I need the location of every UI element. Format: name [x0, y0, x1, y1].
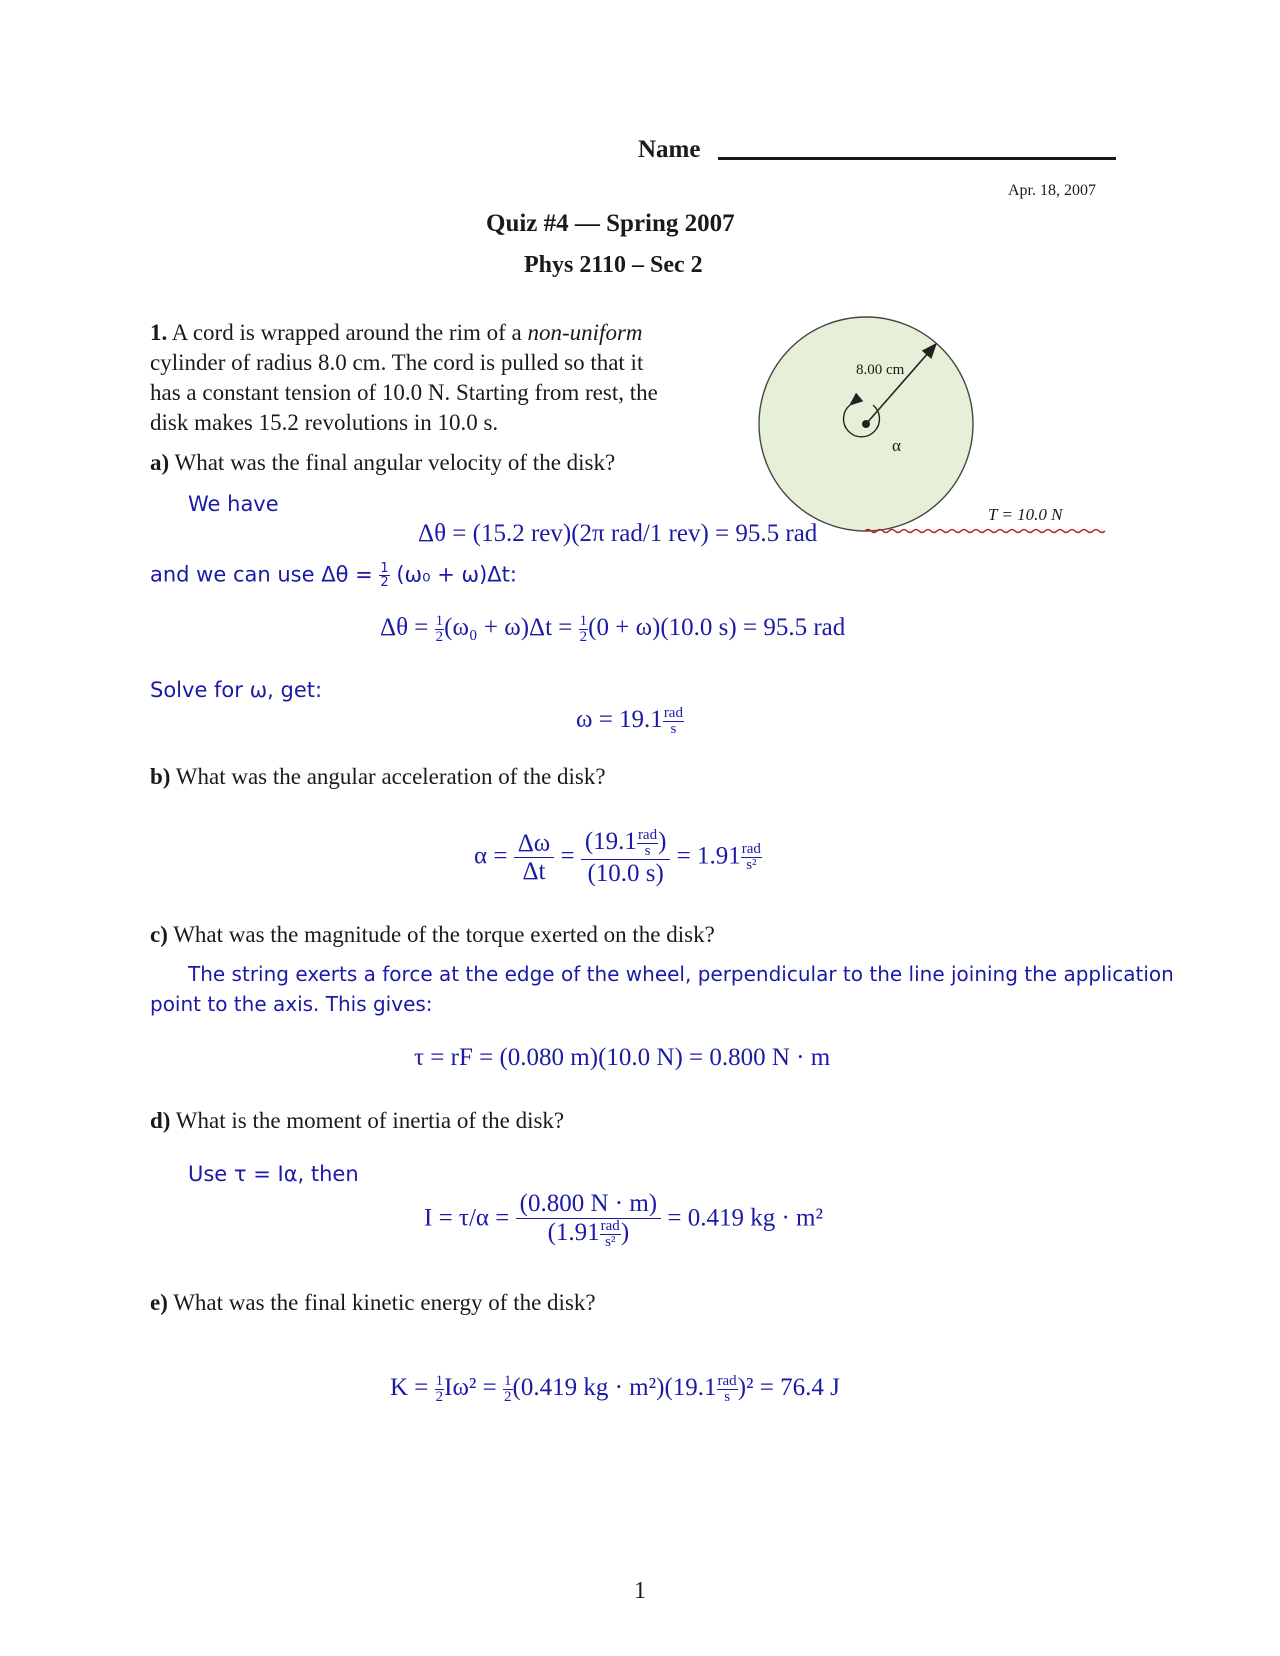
part-c-label: c)	[150, 922, 168, 947]
part-a-note-3: Solve for ω, get:	[150, 678, 323, 702]
frac-den-dt: Δt	[522, 858, 546, 886]
part-d-result: = 0.419 kg · m²	[667, 1204, 823, 1232]
unit-rad-e: rad	[717, 1373, 737, 1389]
part-e-eq-c: (0.419 kg · m²)(19.1	[512, 1374, 717, 1402]
part-a-eq-2-a: Δθ =	[380, 614, 429, 642]
part-c-eq: τ = rF = (0.080 m)(10.0 N) = 0.800 N · m	[414, 1044, 831, 1071]
date: Apr. 18, 2007	[1008, 182, 1096, 199]
problem-statement	[150, 318, 658, 438]
unit-rad-c: rad	[741, 841, 761, 858]
part-b-text: What was the angular acceleration of the disk?	[175, 764, 606, 789]
part-a-eq-1: Δθ = (15.2 rev)(2π rad/1 rev) = 95.5 rad	[418, 520, 818, 547]
part-e-eq-d: )² = 76.4 J	[737, 1374, 840, 1402]
problem-text-4: disk makes 15.2 revolutions in 10.0 s.	[150, 410, 499, 435]
part-a-eq-2	[380, 614, 845, 645]
torque-over-alpha-fraction	[516, 1190, 661, 1250]
cord-wavy-line	[865, 530, 1105, 533]
unit-s2: s²	[746, 857, 757, 874]
unit-s: s	[670, 721, 677, 737]
part-b-eq-lhs: α =	[474, 842, 508, 870]
part-b-label: b)	[150, 764, 171, 789]
half-fraction-5	[503, 1374, 513, 1405]
part-a-note-2-suffix: (ω₀ + ω)Δt:	[396, 562, 517, 587]
part-a-label: a)	[150, 450, 170, 475]
part-c-text: What was the magnitude of the torque exerted on the disk?	[173, 922, 715, 947]
part-e-text: What was the final kinetic energy of the disk?	[173, 1290, 596, 1315]
frac-den-value: (10.0 s)	[587, 860, 664, 887]
part-a-text: What was the final angular velocity of the disk?	[174, 450, 616, 475]
part-d-question	[150, 1108, 564, 1134]
part-b-result: = 1.91	[676, 842, 741, 870]
part-a-eq-3	[576, 706, 684, 737]
name-line[interactable]	[718, 157, 1116, 160]
part-b-eq	[474, 828, 762, 888]
page-number: 1	[634, 1578, 646, 1604]
disk-figure	[750, 310, 1130, 550]
unit-rad: rad	[663, 705, 683, 721]
unit-rad-per-s-b	[637, 828, 658, 859]
part-d-text: What is the moment of inertia of the disk?	[175, 1108, 565, 1133]
domega-dt-fraction	[514, 830, 555, 886]
part-c-note-2: point to the axis. This gives:	[150, 992, 433, 1016]
half-fraction-4	[435, 1374, 445, 1405]
part-e-label: e)	[150, 1290, 168, 1315]
radius-label: 8.00 cm	[856, 362, 905, 378]
unit-s-e: s	[724, 1389, 731, 1405]
name-label: Name	[638, 136, 701, 163]
half-num: 1	[380, 561, 389, 576]
half-num-2: 1	[435, 613, 444, 629]
unit-s-b: s	[644, 843, 651, 859]
omega-value: ω = 19.1	[576, 706, 663, 734]
part-a-question	[150, 450, 615, 476]
half-fraction-2	[435, 614, 445, 645]
part-e-eq-a: K =	[390, 1374, 429, 1402]
frac-num-torque: (0.800 N · m)	[516, 1190, 661, 1219]
problem-text-2: cylinder of radius 8.0 cm. The cord is pulled so that it	[150, 350, 644, 375]
part-e-eq	[390, 1374, 840, 1405]
part-a-eq-2-c: (0 + ω)(10.0 s) = 95.5 rad	[588, 614, 846, 642]
part-d-label: d)	[150, 1108, 171, 1133]
part-d-eq	[424, 1190, 823, 1250]
tension-label: T = 10.0 N	[988, 505, 1063, 524]
unit-rad-per-s-e	[717, 1374, 738, 1405]
part-a-note-2	[150, 562, 517, 589]
quiz-title: Quiz #4 — Spring 2007	[486, 210, 735, 237]
unit-rad-per-s2-d	[600, 1219, 621, 1250]
frac-den-alpha: (1.91 $\frac{\text{rad}}{\text{s²}}$ )	[547, 1217, 630, 1250]
axis-dot	[862, 420, 870, 428]
part-c-question	[150, 922, 715, 948]
half-den-2: 2	[435, 629, 444, 645]
alpha-label: α	[892, 436, 901, 455]
half-den-3: 2	[579, 629, 588, 645]
equals-sign: =	[560, 842, 575, 870]
problem-text-italic: non-uniform	[527, 320, 643, 345]
problem-number: 1.	[150, 320, 168, 345]
part-d-eq-lhs: I = τ/α =	[424, 1204, 510, 1232]
unit-rad-b: rad	[637, 827, 658, 843]
frac-num-domega: Δω	[514, 830, 555, 859]
part-a-note-1: We have	[188, 492, 279, 516]
den-value: (1.91	[547, 1218, 600, 1246]
part-e-eq-b: Iω² =	[444, 1374, 497, 1402]
part-e-question	[150, 1290, 596, 1316]
part-a-eq-2-b: (ω₀ + ω)Δt =	[444, 614, 573, 642]
frac-num-value: (19.1 $\frac{\text{rad}}{s}$ )	[581, 828, 671, 860]
half-fraction	[379, 562, 389, 589]
half-num-5: 1	[504, 1373, 512, 1389]
unit-s2-d: s²	[605, 1233, 616, 1250]
num-value: (19.1	[584, 828, 637, 856]
unit-rad-per-s	[663, 706, 684, 737]
problem-text-1: A cord is wrapped around the rim of a	[171, 320, 522, 345]
course-title: Phys 2110 – Sec 2	[524, 252, 703, 278]
part-a-note-2-prefix: and we can use Δθ =	[150, 562, 373, 587]
part-c-note-1: The string exerts a force at the edge of the wheel, perpendicular to the line joining the application	[188, 962, 1174, 986]
half-den-5: 2	[504, 1389, 512, 1405]
half-den-4: 2	[435, 1389, 444, 1405]
half-den: 2	[380, 575, 389, 590]
part-d-note: Use τ = Iα, then	[188, 1162, 359, 1186]
half-num-3: 1	[579, 613, 588, 629]
half-num-4: 1	[435, 1373, 444, 1389]
unit-rad-per-s2	[741, 842, 762, 873]
part-b-question	[150, 764, 606, 790]
problem-text-3: has a constant tension of 10.0 N. Starting from rest, the	[150, 380, 658, 405]
value-fraction	[581, 828, 671, 888]
unit-rad-d: rad	[600, 1217, 620, 1234]
half-fraction-3	[579, 614, 589, 645]
